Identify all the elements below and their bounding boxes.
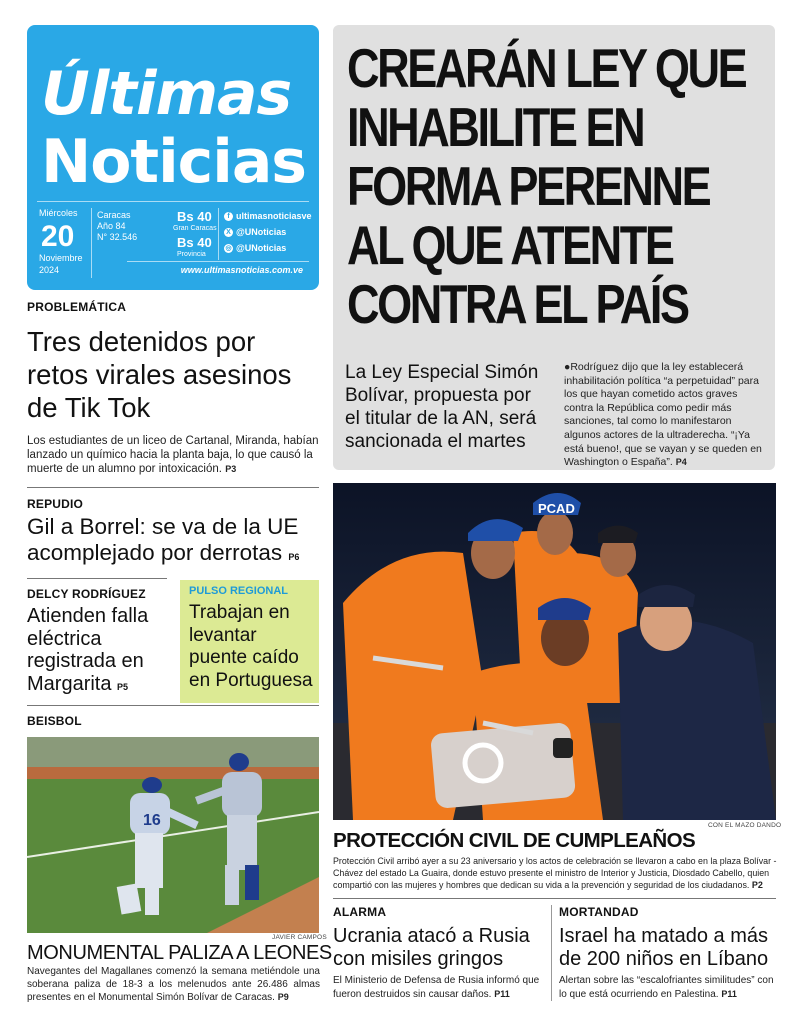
headline-beisbol[interactable]: MONUMENTAL PALIZA A LEONES: [27, 942, 332, 964]
kicker-pulso: PULSO REGIONAL: [189, 585, 289, 597]
headline-repudio[interactable]: [27, 514, 322, 570]
instagram-icon: ◎: [225, 244, 232, 252]
masthead-divider: [37, 201, 309, 202]
lead-bullet-text: ●Rodríguez dijo que la ley establecerá inhabilitación política “a perpetuidad” para los que hayan cometido actos graves contra la República como pedir más sanciones, tal como lo manifestaron algunos actores de la ultraderecha. “¡Ya está bueno!, que se vayan y se queden en Washington o España”.: [564, 361, 762, 469]
x-icon: X: [224, 228, 233, 237]
divider: [27, 578, 167, 579]
lead-headline-line: INHABILITE EN: [347, 96, 644, 158]
body-text: Protección Civil arribó ayer a su 23 aniversario y los actos de celebración se llevaron a cabo en la plaza Bolívar - Chávez del estado La Guaira, donde estuvo presente el ministro de Interior y Justicia, Diosdado Cabello, quien compartió con las mujeres y hombres que dedican su vida a la prevención y seguridad de los ciudadanos.: [333, 856, 777, 890]
cap-text: PCAD: [538, 501, 575, 516]
price-provincia-zone: Provincia: [177, 251, 206, 258]
proteccion-civil-photo: [333, 483, 776, 820]
headline-text: Gil a Borrel: se va de la UE acomplejado por derrotas: [27, 514, 299, 565]
lead-bullet: [564, 361, 767, 470]
price-caracas: Bs 40: [177, 209, 212, 224]
beisbol-photo-art: [27, 737, 319, 933]
issue-info: [97, 210, 137, 243]
lead-story[interactable]: [333, 25, 775, 470]
kicker-repudio: REPUDIO: [27, 497, 84, 511]
logo-ultimas: Últimas: [41, 59, 292, 129]
headline-problematica[interactable]: Tres detenidos por retos virales asesinos de Tik Tok: [27, 326, 292, 423]
lead-headline-line: AL QUE ATENTE: [347, 214, 673, 276]
page-ref: P11: [721, 988, 737, 999]
lead-headline: [347, 37, 746, 335]
kicker-beisbol: BEISBOL: [27, 714, 82, 728]
photo-credit-main: CON EL MAZO DANDO: [708, 822, 782, 829]
proteccion-civil-photo-art: [333, 483, 776, 820]
body-text: Alertan sobre las “escalofriantes similitudes” con lo que está ocurriendo en Palestina.: [559, 975, 774, 1000]
headline-delcy[interactable]: [27, 605, 167, 698]
kicker-alarma: ALARMA: [333, 905, 387, 919]
facebook-icon: f: [224, 212, 233, 221]
jersey-number: 16: [143, 812, 161, 829]
kicker-problematica: PROBLEMÁTICA: [27, 300, 127, 314]
lead-headline-line: FORMA PERENNE: [347, 155, 710, 217]
city: Caracas: [97, 210, 131, 220]
pulso-regional-box[interactable]: [180, 580, 319, 703]
facebook-link[interactable]: [224, 211, 312, 221]
kicker-delcy: DELCY RODRÍGUEZ: [27, 587, 146, 601]
url-divider: [127, 261, 309, 262]
divider: [27, 487, 319, 488]
page-ref: P4: [675, 457, 687, 468]
headline-proteccion[interactable]: PROTECCIÓN CIVIL DE CUMPLEAÑOS: [333, 829, 696, 852]
website-link[interactable]: www.ultimasnoticias.com.ve: [180, 265, 303, 275]
divider: [27, 705, 319, 706]
page-ref: P6: [288, 552, 300, 562]
instagram-link[interactable]: [224, 243, 286, 253]
price-provincia: Bs 40: [177, 235, 212, 250]
headline-pulso: Trabajan en levantar puente caído en Portuguesa: [189, 602, 313, 691]
masthead[interactable]: [27, 25, 319, 290]
body-alarma: [333, 975, 548, 1001]
instagram-handle: @UNoticias: [236, 243, 287, 253]
lead-headline-line: CONTRA EL PAÍS: [347, 273, 688, 335]
body-proteccion: [333, 855, 778, 891]
weekday: Miércoles: [39, 208, 78, 218]
lead-headline-line: CREARÁN LEY QUE: [347, 37, 746, 99]
body-text: Navegantes del Magallanes comenzó la semana metiéndole una soberana paliza de 18-3 a los melenudos ante 26.486 almas presentes en el Monumental Simón Bolívar de Caracas.: [27, 966, 320, 1004]
page-ref: P3: [225, 464, 237, 474]
photo-credit-beisbol: JAVIER CAMPOS: [272, 934, 327, 941]
issue-year: Año 84: [97, 221, 126, 231]
page-ref: P5: [117, 681, 129, 692]
column-divider: [551, 905, 552, 1001]
body-problematica: [27, 434, 322, 476]
month: Noviembre: [39, 253, 83, 263]
facebook-handle: ultimasnoticiasve: [236, 211, 312, 221]
twitter-handle: @UNoticias: [236, 227, 287, 237]
beisbol-photo: [27, 737, 319, 933]
twitter-link[interactable]: [224, 227, 286, 237]
body-text: El Ministerio de Defensa de Rusia informó que fueron destruidos sin causar daños.: [333, 975, 540, 1000]
headline-text: Atienden falla eléctrica registrada en Margarita: [27, 605, 149, 695]
page-ref: P2: [751, 880, 763, 890]
year: 2024: [39, 265, 60, 275]
price-caracas-zone: Gran Caracas: [173, 225, 217, 232]
page-ref: P9: [277, 992, 289, 1003]
day-number: 20: [41, 220, 75, 253]
divider: [333, 898, 776, 899]
body-beisbol: [27, 966, 320, 1005]
kicker-mortandad: MORTANDAD: [559, 905, 639, 919]
headline-alarma[interactable]: Ucrania atacó a Rusia con misiles gringos: [333, 925, 530, 970]
issue-number: N° 32.546: [97, 232, 138, 242]
body-text: Los estudiantes de un liceo de Cartanal, Miranda, habían lanzado un químico hacia la planta baja, lo que causó la muerte de un alumno por intoxicación.: [27, 435, 319, 475]
logo-noticias: Noticias: [41, 127, 307, 197]
lead-deck: La Ley Especial Simón Bolívar, propuesta por el titular de la AN, será sancionada el martes: [345, 362, 539, 452]
page-ref: P11: [494, 988, 510, 999]
headline-mortandad[interactable]: Israel ha matado a más de 200 niños en Líbano: [559, 925, 769, 970]
masthead-vline-2: [218, 208, 219, 260]
body-mortandad: [559, 975, 779, 1001]
